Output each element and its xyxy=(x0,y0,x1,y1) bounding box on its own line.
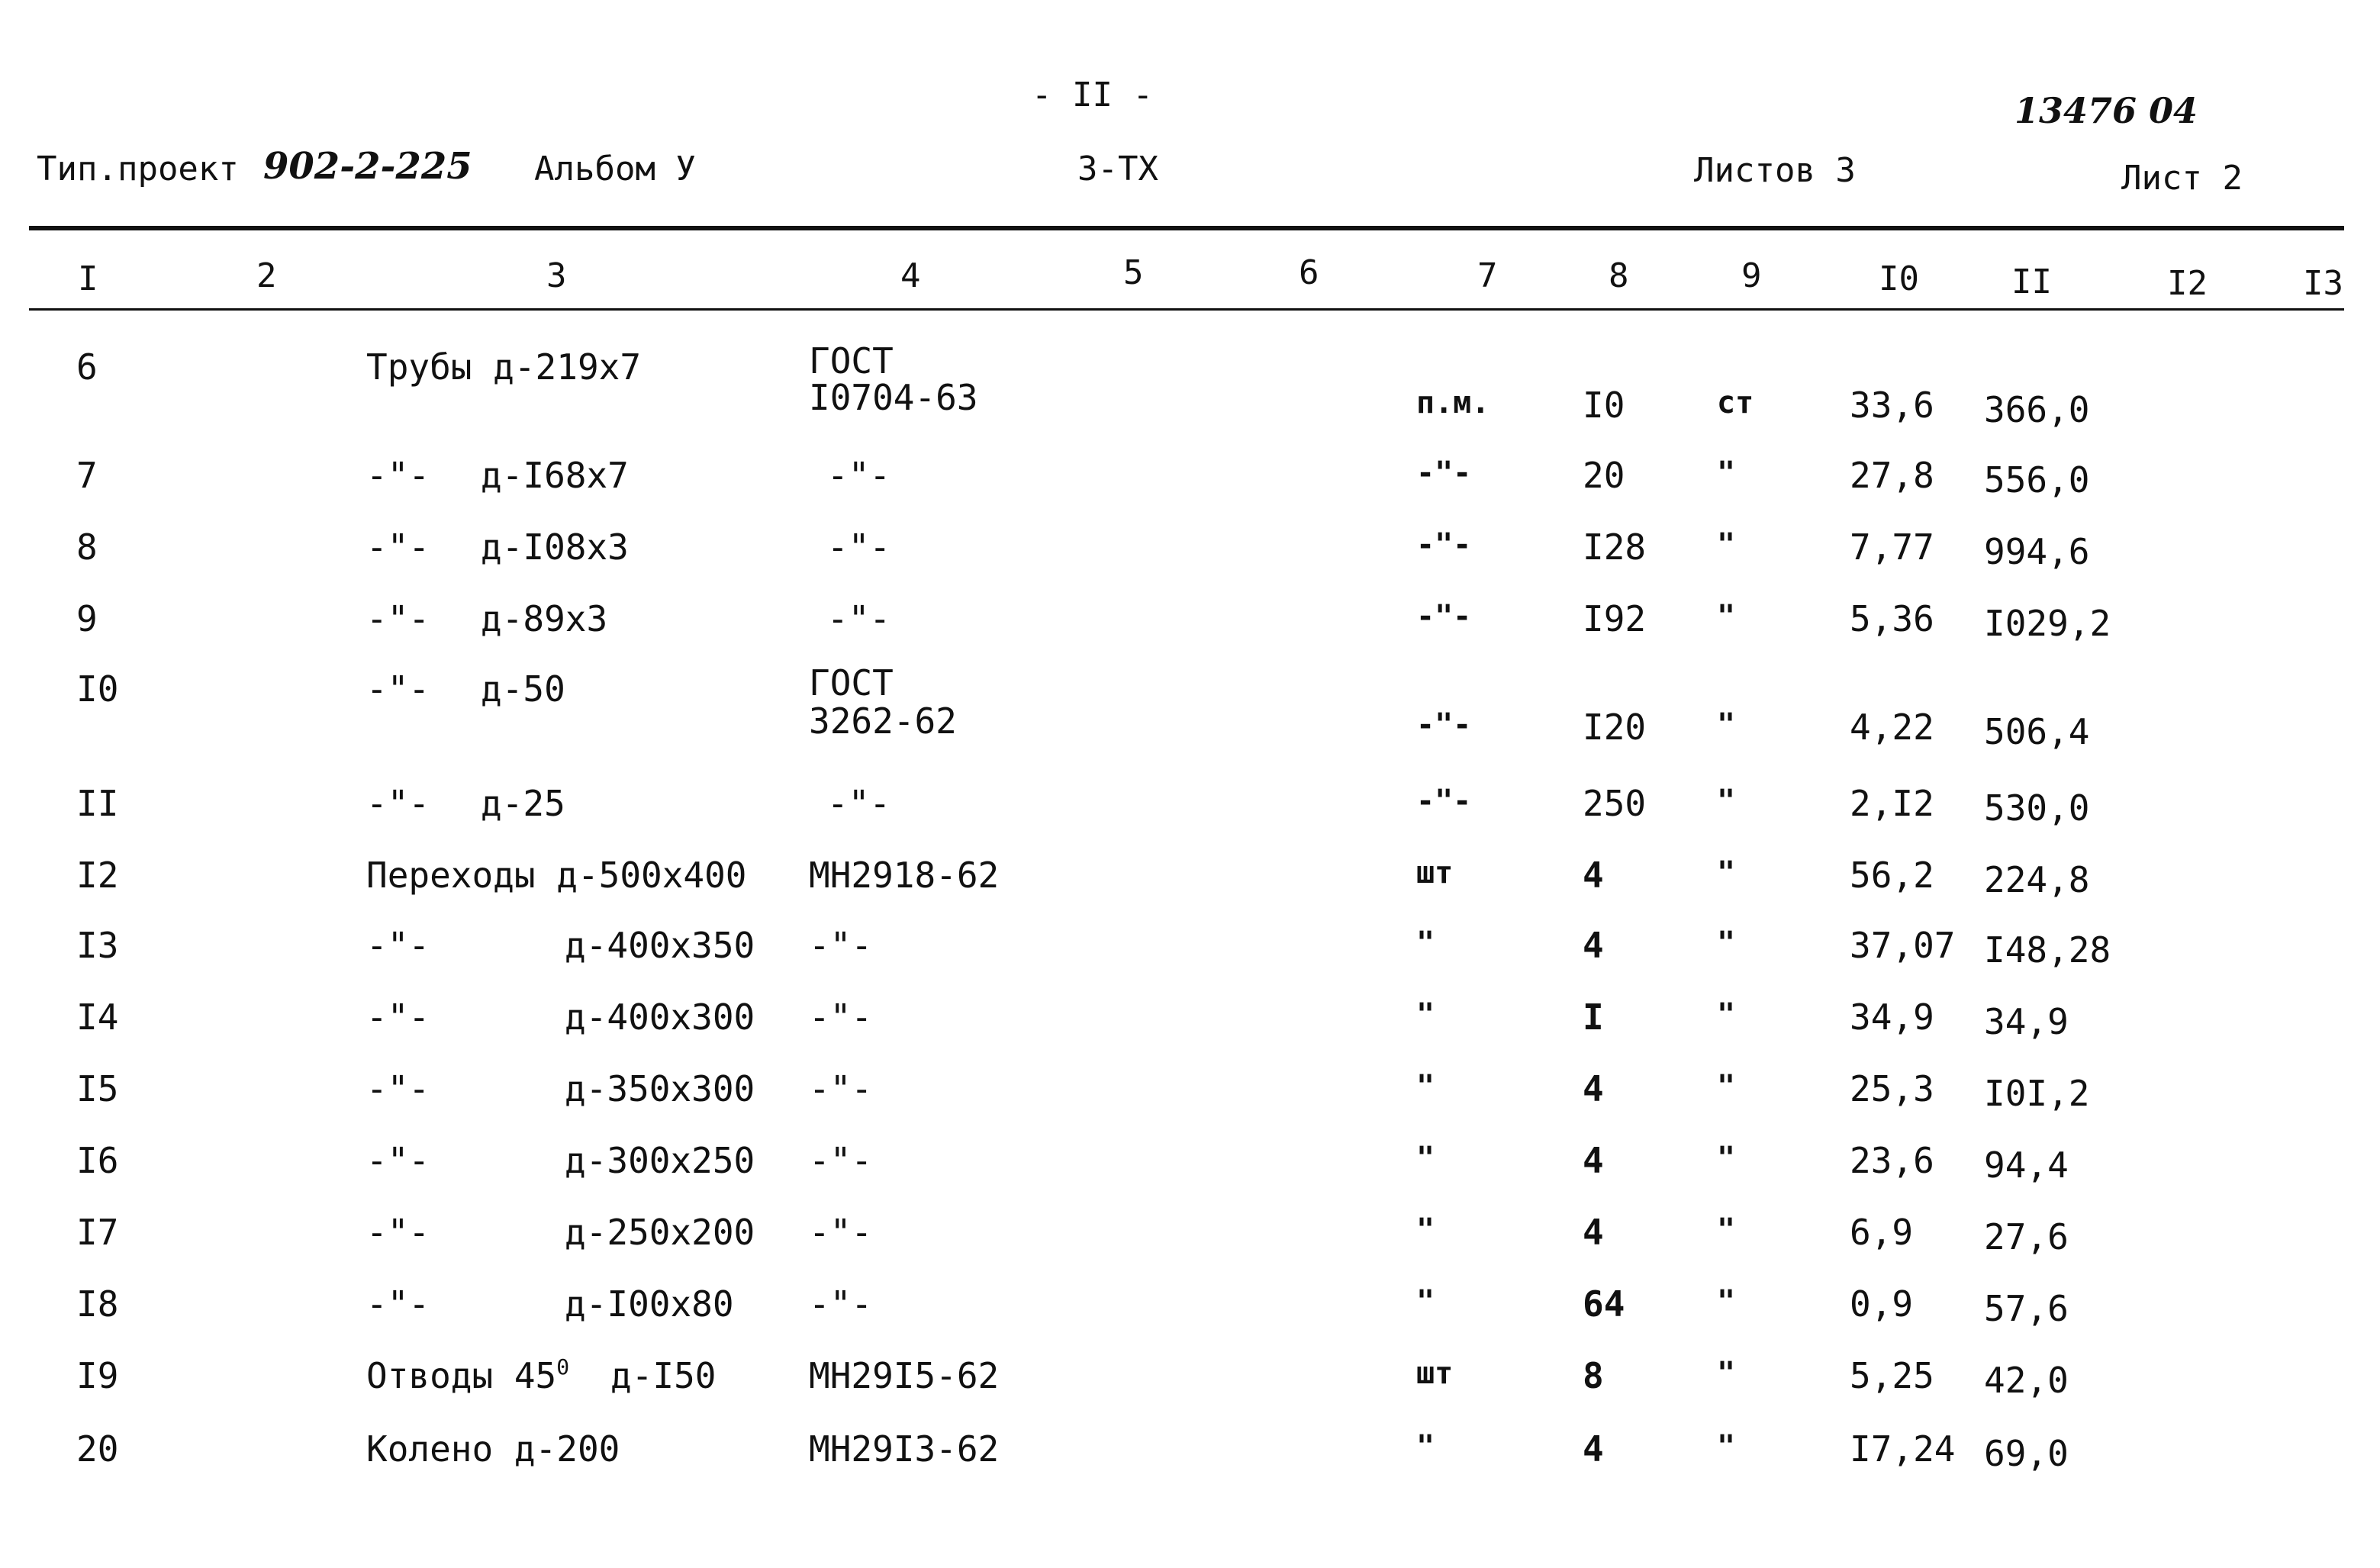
total-mass: 994,6 xyxy=(1984,531,2090,572)
unit: " xyxy=(1416,997,1435,1032)
quantity: 64 xyxy=(1583,1283,1625,1325)
quantity: 250 xyxy=(1583,783,1647,824)
unit-mass: 2,I2 xyxy=(1850,783,1934,824)
quantity: 4 xyxy=(1583,1140,1604,1181)
total-mass: 42,0 xyxy=(1984,1360,2069,1401)
column-header: 9 xyxy=(1741,256,1762,295)
quantity: 4 xyxy=(1583,1212,1604,1253)
unit-mass: 25,3 xyxy=(1850,1068,1934,1109)
column-header: I3 xyxy=(2303,264,2343,303)
row-number: II xyxy=(76,783,119,824)
unit-mass: 5,36 xyxy=(1850,598,1934,639)
quantity: I xyxy=(1583,997,1604,1038)
standard-doc: -"- xyxy=(809,925,873,966)
section-code: З-ТХ xyxy=(1077,150,1158,188)
type-project-number: 902-2-225 xyxy=(263,145,472,188)
unit-mass: I7,24 xyxy=(1850,1428,1956,1470)
total-mass: 556,0 xyxy=(1984,459,2090,501)
material: " xyxy=(1717,527,1736,562)
unit-mass: 37,07 xyxy=(1850,925,1956,966)
material: " xyxy=(1717,1069,1736,1104)
item-name: -"- xyxy=(366,925,430,966)
total-mass: 366,0 xyxy=(1984,389,2090,430)
row-number: 20 xyxy=(76,1428,119,1470)
item-name: Отводы $45^0$ xyxy=(366,1354,570,1396)
total-mass: I0I,2 xyxy=(1984,1073,2090,1114)
unit: " xyxy=(1416,1141,1435,1176)
quantity: 4 xyxy=(1583,1428,1604,1470)
header-top-rule xyxy=(29,226,2344,230)
row-number: I3 xyxy=(76,925,119,966)
unit-mass: 33,6 xyxy=(1850,385,1934,426)
total-mass: I029,2 xyxy=(1984,603,2111,644)
unit: шт xyxy=(1416,855,1454,890)
standard-doc: -"- xyxy=(827,526,891,568)
standard-doc: -"- xyxy=(827,783,891,824)
total-mass: 506,4 xyxy=(1984,711,2090,752)
unit-mass: 7,77 xyxy=(1850,526,1934,568)
row-number: 6 xyxy=(76,346,98,388)
unit-mass: 4,22 xyxy=(1850,707,1934,748)
unit: " xyxy=(1416,1069,1435,1104)
page-number: - II - xyxy=(1032,76,1153,114)
header-bottom-rule xyxy=(29,308,2344,311)
standard-doc: ГОСТ xyxy=(809,340,894,382)
material: " xyxy=(1717,1212,1736,1248)
row-number: I9 xyxy=(76,1355,119,1396)
column-header: 4 xyxy=(900,256,921,295)
material: " xyxy=(1717,784,1736,819)
material: " xyxy=(1717,855,1736,890)
unit-mass: 56,2 xyxy=(1850,855,1934,896)
item-size: д-300х250 xyxy=(565,1140,755,1181)
column-header: 6 xyxy=(1299,253,1319,292)
item-size: д-I50 xyxy=(610,1355,717,1396)
total-mass: 27,6 xyxy=(1984,1216,2069,1257)
unit: " xyxy=(1416,1429,1435,1464)
total-mass: I48,28 xyxy=(1984,929,2111,971)
standard-doc: -"- xyxy=(809,1068,873,1109)
material: " xyxy=(1717,997,1736,1032)
row-number: I6 xyxy=(76,1140,119,1181)
material: " xyxy=(1717,1356,1736,1391)
item-name: -"- xyxy=(366,1140,430,1181)
unit: п.м. xyxy=(1416,385,1490,420)
unit: -"- xyxy=(1416,527,1472,562)
total-mass: 530,0 xyxy=(1984,787,2090,829)
item-name: -"- xyxy=(366,1212,430,1253)
item-name: Трубы д-219х7 xyxy=(366,346,642,388)
row-number: 8 xyxy=(76,526,98,568)
item-name: -"- xyxy=(366,526,430,568)
column-header: 7 xyxy=(1477,256,1498,295)
unit: -"- xyxy=(1416,456,1472,491)
row-number: I0 xyxy=(76,668,119,710)
material: ст xyxy=(1717,385,1754,420)
standard-doc: -"- xyxy=(827,455,891,496)
material: " xyxy=(1717,707,1736,742)
item-size: д-89х3 xyxy=(481,598,608,639)
sheets-total: Листов 3 xyxy=(1694,151,1856,190)
unit: " xyxy=(1416,1284,1435,1319)
standard-doc: МН29I5-62 xyxy=(809,1355,1000,1396)
row-number: I4 xyxy=(76,997,119,1038)
item-name: -"- xyxy=(366,997,430,1038)
item-name: -"- xyxy=(366,1283,430,1325)
unit: -"- xyxy=(1416,784,1472,819)
standard-doc: -"- xyxy=(809,1140,873,1181)
unit: шт xyxy=(1416,1356,1454,1391)
quantity: I0 xyxy=(1583,385,1625,426)
quantity: I20 xyxy=(1583,707,1647,748)
item-name: -"- xyxy=(366,455,430,496)
row-number: I8 xyxy=(76,1283,119,1325)
item-size: д-50 xyxy=(481,668,565,710)
sheet-current: Лист 2 xyxy=(2121,159,2243,198)
unit: -"- xyxy=(1416,707,1472,742)
standard-doc: МН29I3-62 xyxy=(809,1428,1000,1470)
column-header: I2 xyxy=(2167,264,2208,303)
unit-mass: 6,9 xyxy=(1850,1212,1914,1253)
item-name: -"- xyxy=(366,668,430,710)
unit-mass: 23,6 xyxy=(1850,1140,1934,1181)
material: " xyxy=(1717,599,1736,634)
inventory-number: 13476 04 xyxy=(2014,90,2198,131)
quantity: I92 xyxy=(1583,598,1647,639)
material: " xyxy=(1717,926,1736,961)
standard-doc-number: 3262-62 xyxy=(809,700,957,742)
row-number: I5 xyxy=(76,1068,119,1109)
item-size: д-250х200 xyxy=(565,1212,755,1253)
total-mass: 224,8 xyxy=(1984,859,2090,900)
column-header: II xyxy=(2011,262,2052,301)
unit: " xyxy=(1416,1212,1435,1248)
degree-superscript: 0 xyxy=(556,1354,570,1380)
standard-doc: МН2918-62 xyxy=(809,855,1000,896)
column-header: I xyxy=(78,259,98,298)
item-size: д-400х350 xyxy=(565,925,755,966)
standard-doc-number: I0704-63 xyxy=(809,377,978,418)
album-label: Альбом У xyxy=(534,150,696,188)
item-size: д-I08х3 xyxy=(481,526,629,568)
total-mass: 34,9 xyxy=(1984,1001,2069,1042)
item-size: д-I68х7 xyxy=(481,455,629,496)
item-name: Колено д-200 xyxy=(366,1428,620,1470)
row-number: 9 xyxy=(76,598,98,639)
unit: " xyxy=(1416,926,1435,961)
column-header: 8 xyxy=(1609,256,1629,295)
material: " xyxy=(1717,1284,1736,1319)
row-number: I2 xyxy=(76,855,119,896)
total-mass: 94,4 xyxy=(1984,1145,2069,1186)
standard-doc: -"- xyxy=(809,1283,873,1325)
column-header: 2 xyxy=(256,256,277,295)
unit-mass: 27,8 xyxy=(1850,455,1934,496)
item-size: д-350х300 xyxy=(565,1068,755,1109)
row-number: I7 xyxy=(76,1212,119,1253)
unit-mass: 0,9 xyxy=(1850,1283,1914,1325)
item-name: -"- xyxy=(366,1068,430,1109)
item-size: д-25 xyxy=(481,783,565,824)
total-mass: 57,6 xyxy=(1984,1288,2069,1329)
quantity: 4 xyxy=(1583,1068,1604,1109)
standard-doc: -"- xyxy=(809,1212,873,1253)
unit-mass: 5,25 xyxy=(1850,1355,1934,1396)
quantity: 8 xyxy=(1583,1355,1604,1396)
row-number: 7 xyxy=(76,455,98,496)
quantity: 20 xyxy=(1583,455,1625,496)
column-header: I0 xyxy=(1879,259,1919,298)
standard-doc: -"- xyxy=(827,598,891,639)
column-header: 3 xyxy=(546,256,567,295)
quantity: 4 xyxy=(1583,855,1604,896)
item-size: д-400х300 xyxy=(565,997,755,1038)
material: " xyxy=(1717,1429,1736,1464)
material: " xyxy=(1717,456,1736,491)
standard-doc: ГОСТ xyxy=(809,662,894,704)
standard-doc: -"- xyxy=(809,997,873,1038)
total-mass: 69,0 xyxy=(1984,1433,2069,1474)
quantity: 4 xyxy=(1583,925,1604,966)
item-name: Переходы д-500х400 xyxy=(366,855,747,896)
unit: -"- xyxy=(1416,599,1472,634)
item-name: -"- xyxy=(366,783,430,824)
type-project-label: Тип.проект xyxy=(37,150,239,188)
quantity: I28 xyxy=(1583,526,1647,568)
item-size: д-I00х80 xyxy=(565,1283,734,1325)
material: " xyxy=(1717,1141,1736,1176)
unit-mass: 34,9 xyxy=(1850,997,1934,1038)
item-name: -"- xyxy=(366,598,430,639)
column-header: 5 xyxy=(1123,253,1144,292)
